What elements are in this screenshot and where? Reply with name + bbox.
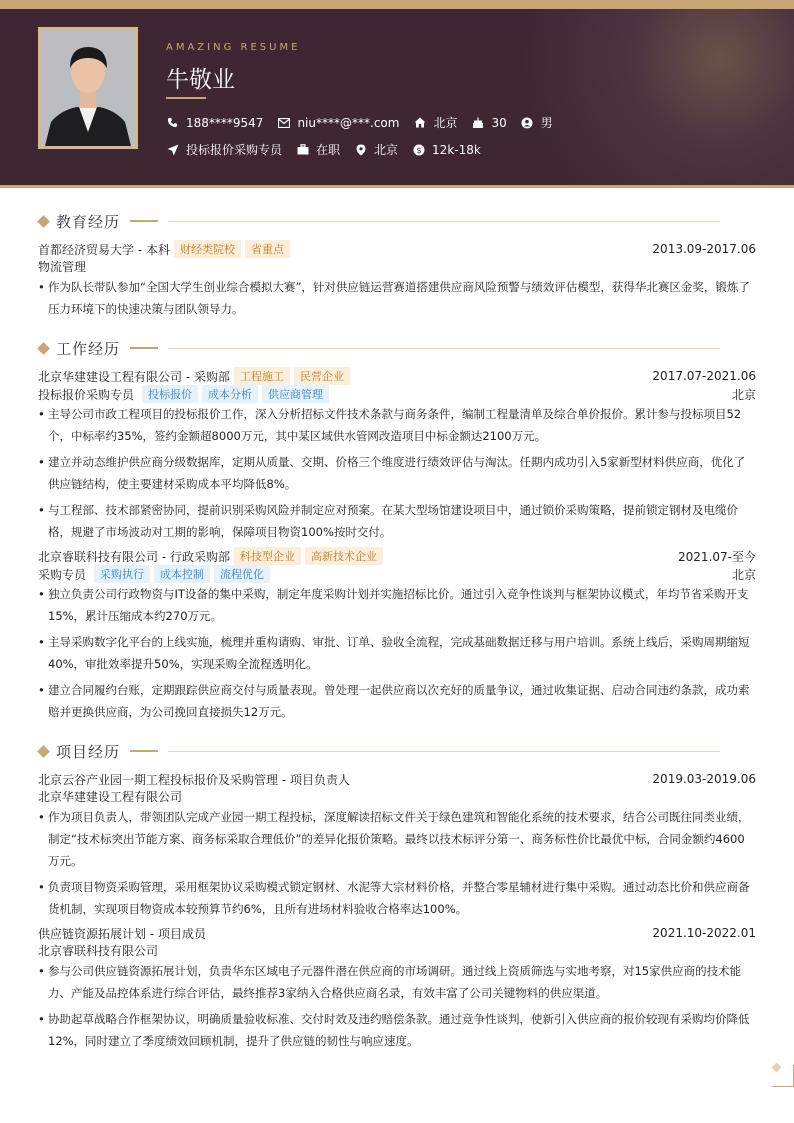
phone-text: 188****9547 xyxy=(186,115,264,130)
target-city-text: 北京 xyxy=(374,143,399,157)
section-short-line xyxy=(130,750,158,752)
skill-tag: 供应商管理 xyxy=(262,385,329,403)
skill-tag: 投标报价 xyxy=(142,385,198,403)
project-bullet: • 负责项目物资采购管理，采用框架协议采购模式锁定钢材、水泥等大宗材料价格，并整合零星辅材进行集中采购。通过动态比价和供应商备货机制，实现项目物资成本较预算节约6%，且所有进场材料验收合格率达100%。 xyxy=(38,876,754,920)
job-entry-header xyxy=(38,367,756,385)
header-divider xyxy=(0,185,794,188)
job-date: 2017.07-2021.06 xyxy=(652,369,756,383)
svg-text:$: $ xyxy=(416,145,422,155)
project-name: 供应链资源拓展计划 - 项目成员 xyxy=(38,926,206,941)
section-long-line xyxy=(168,751,720,752)
project-org: 北京睿联科技有限公司 xyxy=(38,944,159,958)
job-position: 投标报价采购专员 xyxy=(38,387,135,402)
age-info xyxy=(471,116,506,130)
project-bullet: • 作为项目负责人，带领团队完成产业园一期工程投标，深度解读招标文件关于绿色建筑和智能化系统的技术要求，结合公司既往同类业绩，制定“技术标突出节能方案、商务标采取合理低价”的差异化报价策略。最终以技术标评分第一、商务标性价比最优中标，合同金额约4600万元。 xyxy=(38,806,754,872)
section-label: 工作经历 xyxy=(56,339,121,358)
section-long-line xyxy=(168,221,720,222)
name-underline xyxy=(166,97,206,99)
job-date: 2021.07-至今 xyxy=(678,549,756,564)
skill-tag: 成本控制 xyxy=(154,565,210,583)
company-tag: 工程施工 xyxy=(234,367,290,385)
project-bullet: • 参与公司供应链资源拓展计划，负责华东区域电子元器件潜在供应商的市场调研。通过线上资质筛选与实地考察，对15家供应商的技术能力、产能及品控体系进行综合评估，最终推荐3家纳入合格供应商名录，有效丰富了公司关键物料的供应渠道。 xyxy=(38,960,754,1004)
cake-icon xyxy=(471,116,484,129)
resume-header xyxy=(0,9,794,185)
skill-tag: 流程优化 xyxy=(214,565,270,583)
salary-text: 12k-18k xyxy=(432,142,481,157)
education-date: 2013.09-2017.06 xyxy=(652,242,756,256)
status-text: 在职 xyxy=(316,143,341,157)
profile-photo xyxy=(38,27,138,149)
target-job-text: 投标报价采购专员 xyxy=(186,143,283,157)
job-bullet: • 主导公司市政工程项目的投标报价工作，深入分析招标文件技术条款与商务条件，编制工程量清单及综合单价报价。累计参与投标项目52个，中标率约35%，签约金额超8000万元，其中某区域供水管网改造项目中标金额达2100万元。 xyxy=(38,403,754,447)
email-info xyxy=(277,116,399,130)
school-tag: 财经类院校 xyxy=(174,240,241,258)
job-city: 北京 xyxy=(731,387,756,402)
project-date: 2019.03-2019.06 xyxy=(652,772,756,786)
skill-tag: 成本分析 xyxy=(202,385,258,403)
project-date: 2021.10-2022.01 xyxy=(652,926,756,940)
major: 物流管理 xyxy=(38,260,87,274)
project-bullet: • 协助起草战略合作框架协议，明确质量验收标准、交付时效及违约赔偿条款。通过竞争性谈判，使新引入供应商的报价较现有采购均价降低12%，同时建立了季度绩效回顾机制，提升了供应链的韧性与响应速度。 xyxy=(38,1008,754,1052)
job-bullet: • 建立并动态维护供应商分级数据库，定期从质量、交期、价格三个维度进行绩效评估与淘汰。任期内成功引入5家新型材料供应商，优化了供应链结构，使主要建材采购成本平均降低8%。 xyxy=(38,451,754,495)
resume-tagline: AMAZING RESUME xyxy=(166,42,301,53)
briefcase-icon xyxy=(296,143,309,156)
job-bullet: • 与工程部、技术部紧密协同，提前识别采购风险并制定应对预案。在某大型场馆建设项目中，通过锁价采购策略，提前锁定钢材及电缆价格，规避了市场波动对工期的影响，保障项目物资100%按时交付。 xyxy=(38,499,754,543)
job-city: 北京 xyxy=(731,567,756,582)
project-org: 北京华建建设工程有限公司 xyxy=(38,790,183,804)
map-pin-icon xyxy=(354,143,367,156)
job-position-row xyxy=(38,385,756,403)
school-name: 首都经济贸易大学 - 本科 xyxy=(38,242,170,257)
company-name: 北京华建建设工程有限公司 - 采购部 xyxy=(38,369,230,384)
project-entry-header xyxy=(38,770,756,788)
section-label: 教育经历 xyxy=(56,212,121,231)
school-tag: 省重点 xyxy=(245,240,290,258)
job-position-row xyxy=(38,565,756,583)
money-icon xyxy=(412,143,425,156)
job-bullet: • 建立合同履约台账，定期跟踪供应商交付与质量表现。曾处理一起供应商以次充好的质量争议，通过收集证据、启动合同违约条款，成功索赔并更换供应商，为公司挽回直接损失12万元。 xyxy=(38,679,754,723)
job-bullet: • 主导采购数字化平台的上线实施，梳理并重构请购、审批、订单、验收全流程，完成基础数据迁移与用户培训。系统上线后，采购周期缩短40%，审批效率提升50%，实现采购全流程透明化。 xyxy=(38,631,754,675)
education-entry-header xyxy=(38,240,756,258)
company-tag: 科技型企业 xyxy=(234,547,301,565)
gender-info xyxy=(521,114,553,131)
section-short-line xyxy=(130,220,158,222)
project-name: 北京云谷产业园一期工程投标报价及采购管理 - 项目负责人 xyxy=(38,772,350,787)
section-diamond-icon xyxy=(37,745,50,758)
status-info xyxy=(296,141,340,158)
send-icon xyxy=(166,143,179,156)
candidate-name: 牛敬业 xyxy=(166,67,235,93)
phone-icon xyxy=(166,116,179,129)
education-bullet: • 作为队长带队参加“全国大学生创业综合模拟大赛”，针对供应链运营赛道搭建供应商风险预警与绩效评估模型，获得华北赛区金奖，锻炼了压力环境下的快速决策与团队领导力。 xyxy=(38,276,754,320)
work-section-title xyxy=(36,338,720,358)
job-entry-header xyxy=(38,547,756,565)
section-long-line xyxy=(168,348,720,349)
project-section-title xyxy=(36,741,720,761)
corner-decoration xyxy=(772,1065,794,1087)
job-intent-row xyxy=(166,141,495,158)
section-diamond-icon xyxy=(37,342,50,355)
company-tag: 高新技术企业 xyxy=(305,547,383,565)
company-tag: 民营企业 xyxy=(294,367,350,385)
gender-text: 男 xyxy=(540,116,553,130)
email-text: niu****@***.com xyxy=(297,115,400,130)
contact-row xyxy=(166,114,567,131)
education-section-title xyxy=(36,211,720,231)
skill-tag: 采购执行 xyxy=(94,565,150,583)
person-icon xyxy=(521,116,534,129)
phone-info xyxy=(166,116,263,130)
top-accent-bar xyxy=(0,0,794,9)
section-short-line xyxy=(130,347,158,349)
section-diamond-icon xyxy=(37,215,50,228)
target-job-info xyxy=(166,141,282,158)
location-info xyxy=(413,114,457,131)
email-icon xyxy=(277,116,290,129)
target-city-info xyxy=(354,141,398,158)
company-name: 北京睿联科技有限公司 - 行政采购部 xyxy=(38,549,230,564)
salary-info xyxy=(412,143,481,157)
section-label: 项目经历 xyxy=(56,742,121,761)
project-entry-header xyxy=(38,924,756,942)
job-position: 采购专员 xyxy=(38,567,87,582)
job-bullet: • 独立负责公司行政物资与IT设备的集中采购，制定年度采购计划并实施招标比价。通过引入竞争性谈判与框架协议模式，年均节省采购开支15%，累计压缩成本约270万元。 xyxy=(38,583,754,627)
home-icon xyxy=(413,116,426,129)
age-text: 30 xyxy=(491,115,507,130)
location-text: 北京 xyxy=(433,116,458,130)
